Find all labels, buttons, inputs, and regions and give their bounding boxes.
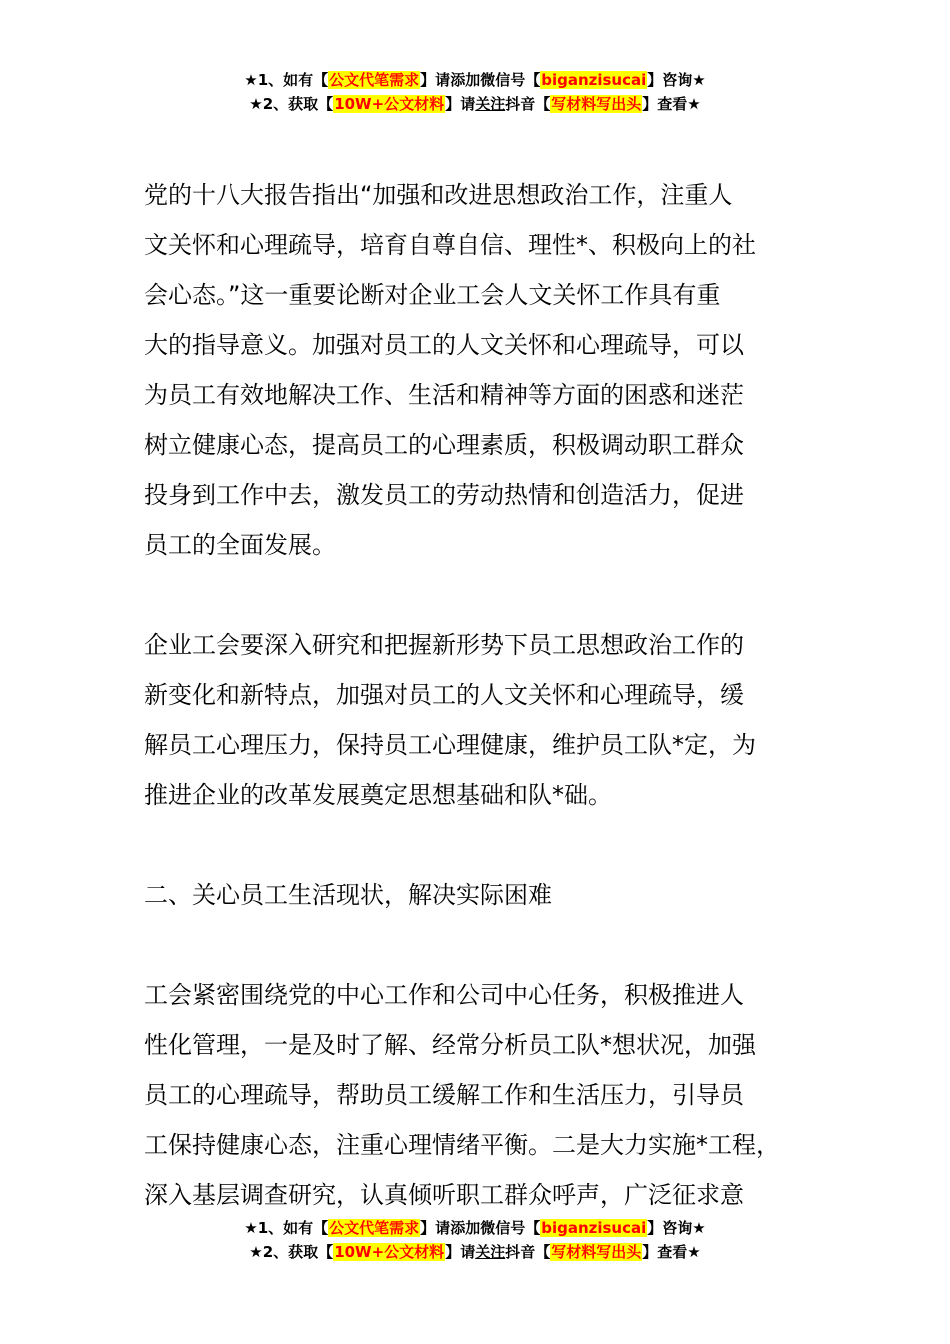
banner-text: 微信号【 bbox=[480, 71, 541, 89]
banner-emphasis: 添加 bbox=[450, 1219, 481, 1237]
banner-highlight: 写材料写出头 bbox=[551, 95, 642, 113]
paragraph-intro: 党的十八大报告指出“加强和改进思想政治工作，注重人 文关怀和心理疏导，培育自尊自信、理性*、积极向上的社 会心态。”这一重要论断对企业工会人文关怀工作具有重 大的指导意义。加强对员工的人文关怀和心理疏导，可以 为员工有效地解决工作、生活和精神等方面的困惑和迷茫 树立健康心态，提高员工的心理素质，积极调动职工群众 投身到工作中去，激发员工的劳动热情和创造活力，促进 员工的全面发展。 bbox=[144, 181, 756, 559]
paragraph-spacer bbox=[144, 570, 812, 620]
banner-text: 】请 bbox=[445, 95, 476, 113]
banner-highlight: 10W+公文材料 bbox=[334, 1243, 445, 1261]
banner-text: 】咨询★ bbox=[647, 71, 706, 89]
paragraph-measures: 工会紧密围绕党的中心工作和公司中心任务，积极推进人 性化管理，一是及时了解、经常分析员工队*想状况，加强 员工的心理疏导，帮助员工缓解工作和生活压力，引导员 工保持健康心态，注重心理情绪平衡。二是大力实施*工程， 深入基层调查研究，认真倾听职工群众呼声，广泛征求意 bbox=[144, 981, 780, 1209]
paragraph-spacer bbox=[144, 820, 812, 870]
banner-text: 】请 bbox=[420, 71, 451, 89]
banner-text: 微信号【 bbox=[480, 1219, 541, 1237]
banner-highlight: 写材料写出头 bbox=[551, 1243, 642, 1261]
paragraph-spacer bbox=[144, 920, 812, 970]
section-heading: 二、关心员工生活现状，解决实际困难 bbox=[144, 881, 552, 909]
banner-text: 】咨询★ bbox=[647, 1219, 706, 1237]
paragraph-union-task: 企业工会要深入研究和把握新形势下员工思想政治工作的 新变化和新特点，加强对员工的人文关怀和心理疏导，缓 解员工心理压力，保持员工心理健康，维护员工队*定，为 推进企业的改革发展奠定思想基础和队*础。 bbox=[144, 631, 756, 809]
banner-text: 】查看★ bbox=[642, 1243, 701, 1261]
banner-highlight: biganzisucai bbox=[541, 1219, 647, 1237]
banner-text: 】查看★ bbox=[642, 95, 701, 113]
header-banner bbox=[0, 68, 950, 116]
banner-text: 抖音【 bbox=[505, 95, 551, 113]
banner-text: ★2、获取【 bbox=[249, 95, 334, 113]
banner-highlight: 10W+公文材料 bbox=[334, 95, 445, 113]
banner-line-2 bbox=[0, 92, 950, 116]
banner-text: ★1、如有【 bbox=[244, 71, 329, 89]
banner-text: ★1、如有【 bbox=[244, 1219, 329, 1237]
footer-banner bbox=[0, 1216, 950, 1264]
banner-line-1 bbox=[0, 68, 950, 92]
banner-highlight: 公文代笔需求 bbox=[329, 71, 420, 89]
banner-text: 】请 bbox=[420, 1219, 451, 1237]
banner-highlight: 公文代笔需求 bbox=[329, 1219, 420, 1237]
banner-line-1 bbox=[0, 1216, 950, 1240]
document-body bbox=[144, 170, 812, 1220]
banner-emphasis: 关注 bbox=[475, 1243, 506, 1261]
banner-text: ★2、获取【 bbox=[249, 1243, 334, 1261]
banner-emphasis: 关注 bbox=[475, 95, 506, 113]
banner-text: 】请 bbox=[445, 1243, 476, 1261]
banner-text: 抖音【 bbox=[505, 1243, 551, 1261]
banner-highlight: biganzisucai bbox=[541, 71, 647, 89]
banner-line-2 bbox=[0, 1240, 950, 1264]
banner-emphasis: 添加 bbox=[450, 71, 481, 89]
